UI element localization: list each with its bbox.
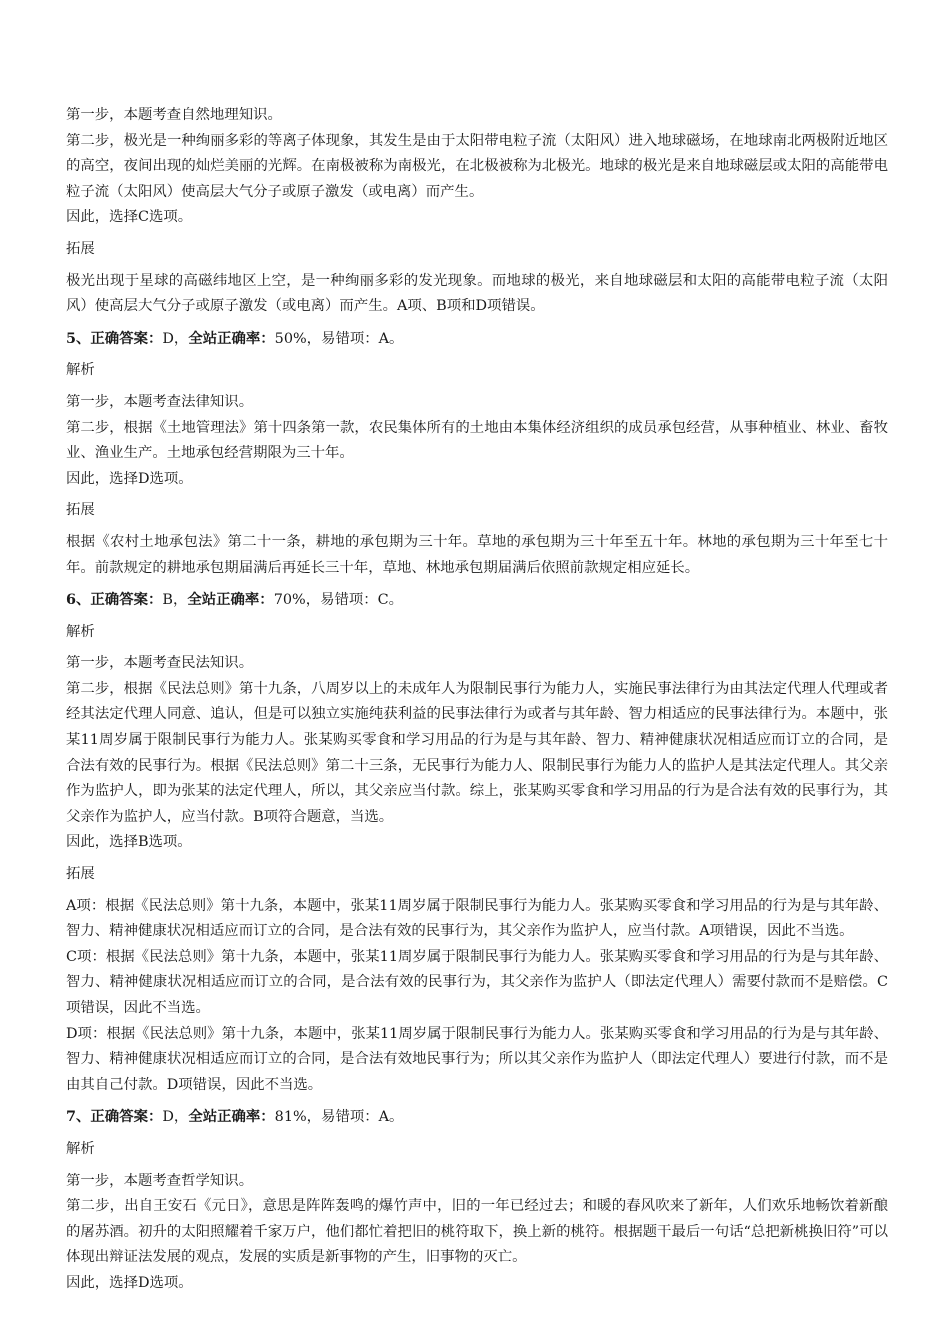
accuracy-label: 全站正确率： xyxy=(187,591,274,609)
answer-header xyxy=(66,326,888,353)
accuracy-value: 70%，易错项：C。 xyxy=(273,592,404,609)
document-page xyxy=(66,103,888,1297)
paragraph: 因此，选择D选项。 xyxy=(66,1274,193,1291)
paragraph: 第二步，出自王安石《元日》，意思是阵阵轰鸣的爆竹声中，旧的一年已经过去；和暖的春风吹来了新年，人们欢乐地畅饮着新酿的屠苏酒。初升的太阳照耀着千家万户，他们都忙着把旧的桃符取下，换上新的桃符。根据题干最后一句话“总把新桃换旧符”可以体现出辩证法发展的观点，发展的实质是新事物的产生，旧事物的灭亡。 xyxy=(66,1198,888,1266)
answer-label: 正确答案： xyxy=(90,591,163,609)
answer-value: D， xyxy=(162,1109,189,1126)
paragraph: D项：根据《民法总则》第十九条，本题中，张某11周岁属于限制民事行为能力人。张某购买零食和学习用品的行为是与其年龄、智力、精神健康状况相适应而订立的合同，是合法有效地民事行为；所以其父亲作为监护人（即法定代理人）要进行付款，而不是由其自己付款。D项错误，因此不当选。 xyxy=(66,1025,888,1093)
paragraph: 根据《农村土地承包法》第二十一条，耕地的承包期为三十年。草地的承包期为三十年至五十年。林地的承包期为三十年至七十年。前款规定的耕地承包期届满后再延长三十年，草地、林地承包期届满后依照前款规定相应延长。 xyxy=(66,533,888,576)
answer-header xyxy=(66,1104,888,1131)
answer-value: B， xyxy=(162,592,188,609)
answer-label: 正确答案： xyxy=(90,1108,163,1126)
section-label: 拓展 xyxy=(66,502,95,519)
question-number: 6、 xyxy=(66,591,91,609)
paragraph: C项：根据《民法总则》第十九条，本题中，张某11周岁属于限制民事行为能力人。张某购买零食和学习用品的行为是与其年龄、智力、精神健康状况相适应而订立的合同，是合法有效的民事行为，其父亲作为监护人（即法定代理人）需要付款而不是赔偿。C项错误，因此不当选。 xyxy=(66,948,888,1016)
accuracy-value: 50%，易错项：A。 xyxy=(274,330,404,347)
section-label: 解析 xyxy=(66,362,95,379)
paragraph: 因此，选择B选项。 xyxy=(66,834,192,851)
paragraph: 因此，选择C选项。 xyxy=(66,209,193,226)
accuracy-label: 全站正确率： xyxy=(188,329,275,347)
paragraph: 第一步，本题考查自然地理知识。 xyxy=(66,107,282,123)
question-number: 7、 xyxy=(66,1108,91,1126)
answer-header xyxy=(66,587,888,614)
paragraph: 第一步，本题考查民法知识。 xyxy=(66,655,254,672)
section-label: 解析 xyxy=(66,1140,95,1157)
accuracy-label: 全站正确率： xyxy=(188,1108,275,1126)
answer-value: D， xyxy=(162,330,189,347)
paragraph: 第二步，根据《民法总则》第十九条，八周岁以上的未成年人为限制民事行为能力人，实施民事法律行为由其法定代理人代理或者经其法定代理人同意、追认，但是可以独立实施纯获利益的民事法律行为或者与其年龄、智力相适应的民事法律行为。本题中，张某11周岁属于限制民事行为能力人。张某购买零食和学习用品的行为是与其年龄、智力、精神健康状况相适应而订立的合同，是合法有效的民事行为。根据《民法总则》第二十三条，无民事行为能力人、限制民事行为能力人的监护人是其法定代理人。其父亲作为监护人，即为张某的法定代理人，所以，其父亲应当付款。综上，张某购买零食和学习用品的行为是合法有效的民事行为，其父亲作为监护人，应当付款。B项符合题意，当选。 xyxy=(66,680,888,825)
paragraph: 第二步，根据《土地管理法》第十四条第一款，农民集体所有的土地由本集体经济组织的成员承包经营，从事种植业、林业、畜牧业、渔业生产。土地承包经营期限为三十年。 xyxy=(66,419,888,462)
paragraph: A项：根据《民法总则》第十九条，本题中，张某11周岁属于限制民事行为能力人。张某购买零食和学习用品的行为是与其年龄、智力、精神健康状况相适应而订立的合同，是合法有效的民事行为，其父亲作为监护人，应当付款。A项错误，因此不当选。 xyxy=(66,897,888,940)
answer-label: 正确答案： xyxy=(90,329,163,347)
paragraph: 因此，选择D选项。 xyxy=(66,470,193,487)
section-label: 解析 xyxy=(66,623,95,640)
question-number: 5、 xyxy=(66,329,91,347)
paragraph: 极光出现于星球的高磁纬地区上空，是一种绚丽多彩的发光现象。而地球的极光，来自地球磁层和太阳的高能带电粒子流（太阳风）使高层大气分子或原子激发（或电离）而产生。A项、B项和D项错误。 xyxy=(66,272,888,315)
paragraph: 第一步，本题考查法律知识。 xyxy=(66,393,254,410)
accuracy-value: 81%，易错项：A。 xyxy=(274,1109,404,1126)
paragraph: 第一步，本题考查哲学知识。 xyxy=(66,1172,254,1189)
section-label: 拓展 xyxy=(66,866,95,883)
section-label: 拓展 xyxy=(66,240,95,257)
paragraph: 第二步，极光是一种绚丽多彩的等离子体现象，其发生是由于太阳带电粒子流（太阳风）进入地球磁场，在地球南北两极附近地区的高空，夜间出现的灿烂美丽的光辉。在南极被称为南极光，在北极被称为北极光。地球的极光是来自地球磁层或太阳的高能带电粒子流（太阳风）使高层大气分子或原子激发（或电离）而产生。 xyxy=(66,132,888,200)
